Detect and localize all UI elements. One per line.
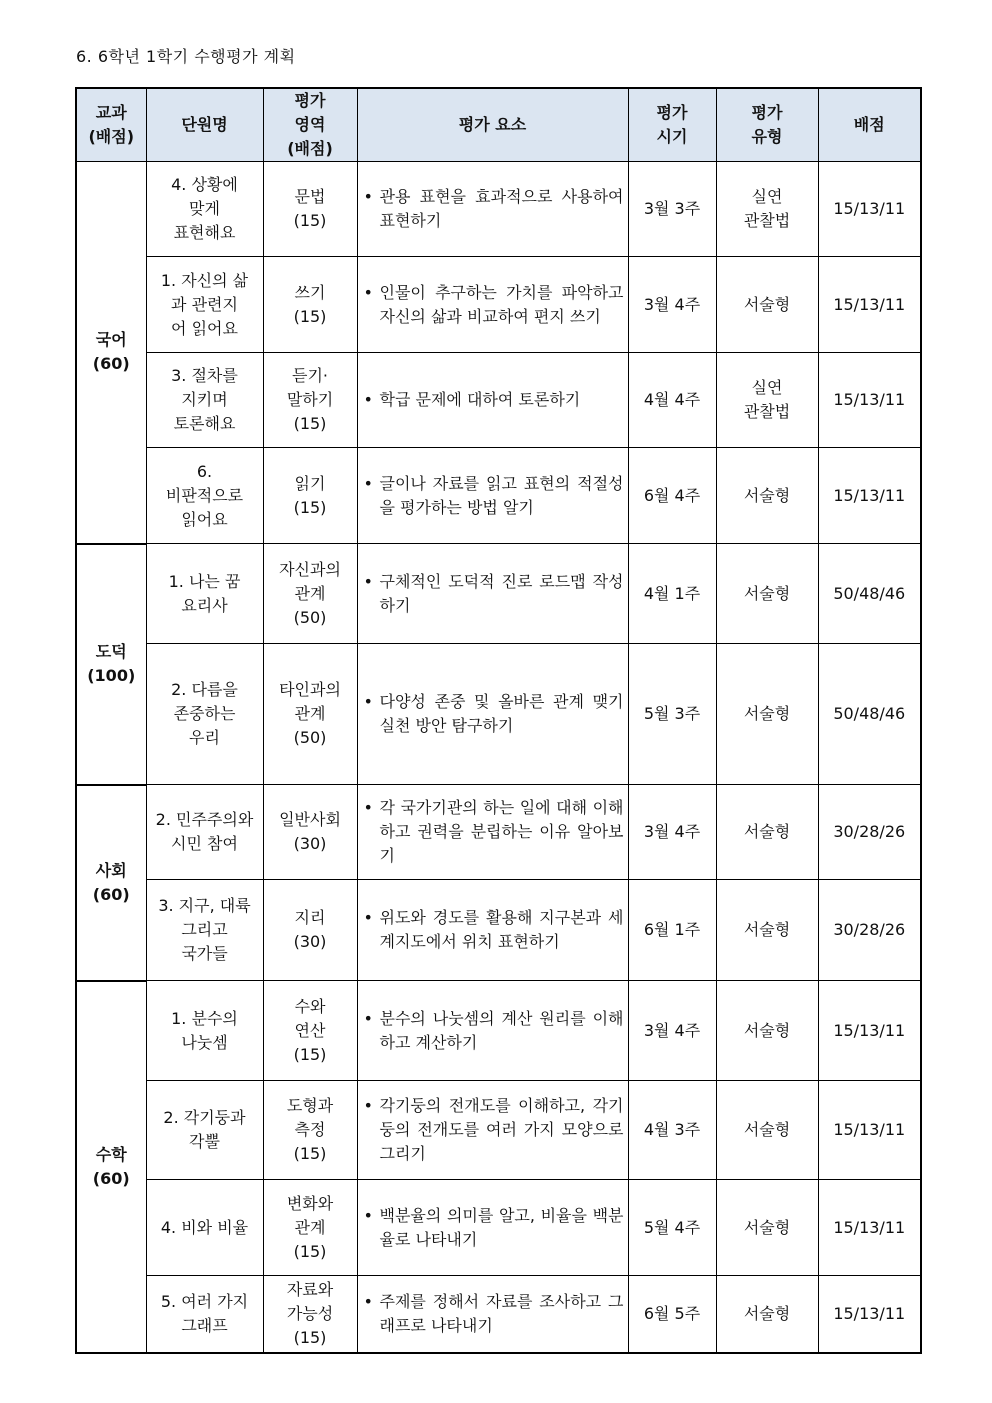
- element-text: 각 국가기관의 하는 일에 대해 이해하고 권력을 분립하는 이유 알아보기: [379, 798, 624, 865]
- element-cell: [357, 353, 628, 448]
- table-row: [76, 1081, 921, 1180]
- table-row: [76, 162, 921, 257]
- element-text: 글이나 자료를 읽고 표현의 적절성을 평가하는 방법 알기: [379, 473, 624, 517]
- type-cell: 실연 관찰법: [716, 162, 818, 257]
- period-cell: 4월 1주: [628, 544, 716, 644]
- period-cell: 5월 3주: [628, 644, 716, 785]
- score-cell: 15/13/11: [818, 257, 921, 353]
- type-cell: 서술형: [716, 1081, 818, 1180]
- element-cell: [357, 448, 628, 544]
- element-text: 위도와 경도를 활용해 지구본과 세계지도에서 위치 표현하기: [379, 908, 624, 951]
- element-text: 구체적인 도덕적 진로 로드맵 작성하기: [379, 571, 624, 615]
- header-period: 평가 시기: [628, 88, 716, 162]
- element-content: [364, 906, 624, 954]
- bullet-icon: •: [363, 282, 373, 302]
- score-cell: 50/48/46: [818, 644, 921, 785]
- element-content: [364, 281, 624, 329]
- bullet-icon: •: [363, 571, 373, 591]
- area-cell: 지리 (30): [263, 880, 357, 981]
- score-cell: 15/13/11: [818, 162, 921, 257]
- type-cell: 서술형: [716, 880, 818, 981]
- subject-cell: 국어 (60): [76, 162, 146, 544]
- element-text: 인물이 추구하는 가치를 파악하고 자신의 삶과 비교하여 편지 쓰기: [379, 282, 624, 326]
- unit-cell: 2. 다름을 존중하는 우리: [146, 644, 263, 785]
- period-cell: 6월 1주: [628, 880, 716, 981]
- score-cell: 15/13/11: [818, 1180, 921, 1276]
- element-content: [364, 690, 624, 738]
- type-cell: 서술형: [716, 448, 818, 544]
- subject-cell: 수학 (60): [76, 981, 146, 1353]
- element-content: [364, 1290, 624, 1338]
- table-row: [76, 448, 921, 544]
- bullet-icon: •: [363, 798, 373, 817]
- element-cell: [357, 162, 628, 257]
- table-row: [76, 353, 921, 448]
- unit-cell: 2. 민주주의와 시민 참여: [146, 785, 263, 880]
- unit-cell: 4. 상황에 맞게 표현해요: [146, 162, 263, 257]
- document-title: 6. 6학년 1학기 수행평가 계획: [76, 47, 296, 66]
- element-content: [364, 1204, 624, 1252]
- bullet-icon: •: [363, 1205, 373, 1225]
- bullet-icon: •: [363, 473, 373, 493]
- period-cell: 3월 4주: [628, 257, 716, 353]
- unit-cell: 3. 지구, 대륙 그리고 국가들: [146, 880, 263, 981]
- period-cell: 4월 3주: [628, 1081, 716, 1180]
- element-text: 다양성 존중 및 올바른 관계 맺기 실천 방안 탐구하기: [379, 692, 624, 735]
- element-cell: [357, 257, 628, 353]
- area-cell: 수와 연산 (15): [263, 981, 357, 1081]
- period-cell: 4월 4주: [628, 353, 716, 448]
- period-cell: 6월 4주: [628, 448, 716, 544]
- bullet-icon: •: [363, 1096, 373, 1115]
- subject-cell: 사회 (60): [76, 785, 146, 981]
- area-cell: 자신과의 관계 (50): [263, 544, 357, 644]
- table-row: [76, 644, 921, 785]
- table-row: [76, 785, 921, 880]
- area-cell: 도형과 측정 (15): [263, 1081, 357, 1180]
- element-cell: [357, 981, 628, 1081]
- header-type: 평가 유형: [716, 88, 818, 162]
- header-element: 평가 요소: [357, 88, 628, 162]
- period-cell: 3월 4주: [628, 785, 716, 880]
- header-subject: 교과 (배점): [76, 88, 146, 162]
- score-cell: 15/13/11: [818, 1276, 921, 1353]
- assessment-plan-table: [75, 87, 922, 1354]
- area-cell: 타인과의 관계 (50): [263, 644, 357, 785]
- period-cell: 3월 4주: [628, 981, 716, 1081]
- element-cell: [357, 1180, 628, 1276]
- unit-cell: 4. 비와 비율: [146, 1180, 263, 1276]
- element-cell: [357, 544, 628, 644]
- bullet-icon: •: [363, 1291, 373, 1311]
- period-cell: 5월 4주: [628, 1180, 716, 1276]
- element-content: [364, 796, 624, 868]
- element-text: 관용 표현을 효과적으로 사용하여 표현하기: [379, 187, 624, 230]
- element-text: 백분율의 의미를 알고, 비율을 백분율로 나타내기: [379, 1205, 624, 1249]
- subject-cell: 도덕 (100): [76, 544, 146, 785]
- period-cell: 6월 5주: [628, 1276, 716, 1353]
- element-content: [364, 388, 624, 412]
- element-text: 각기둥의 전개도를 이해하고, 각기둥의 전개도를 여러 가지 모양으로 그리기: [379, 1096, 624, 1163]
- table-row: [76, 544, 921, 644]
- type-cell: 서술형: [716, 644, 818, 785]
- area-cell: 읽기 (15): [263, 448, 357, 544]
- element-cell: [357, 1276, 628, 1353]
- header-unit: 단원명: [146, 88, 263, 162]
- table-body: [76, 162, 921, 1353]
- area-cell: 쓰기 (15): [263, 257, 357, 353]
- unit-cell: 1. 분수의 나눗셈: [146, 981, 263, 1081]
- header-row: [76, 88, 921, 162]
- header-score: 배점: [818, 88, 921, 162]
- element-content: [364, 472, 624, 520]
- bullet-icon: •: [363, 1008, 373, 1028]
- bullet-icon: •: [363, 390, 373, 409]
- element-text: 학급 문제에 대하여 토론하기: [379, 390, 581, 409]
- element-cell: [357, 1081, 628, 1180]
- type-cell: 서술형: [716, 785, 818, 880]
- type-cell: 서술형: [716, 1276, 818, 1353]
- unit-cell: 6. 비판적으로 읽어요: [146, 448, 263, 544]
- table-row: [76, 981, 921, 1081]
- score-cell: 50/48/46: [818, 544, 921, 644]
- type-cell: 서술형: [716, 981, 818, 1081]
- type-cell: 서술형: [716, 257, 818, 353]
- element-text: 주제를 정해서 자료를 조사하고 그래프로 나타내기: [379, 1291, 624, 1335]
- unit-cell: 2. 각기둥과 각뿔: [146, 1081, 263, 1180]
- element-cell: [357, 785, 628, 880]
- area-cell: 문법 (15): [263, 162, 357, 257]
- table-row: [76, 257, 921, 353]
- bullet-icon: •: [363, 692, 373, 711]
- period-cell: 3월 3주: [628, 162, 716, 257]
- table-row: [76, 1276, 921, 1353]
- unit-cell: 1. 자신의 삶 과 관련지 어 읽어요: [146, 257, 263, 353]
- score-cell: 15/13/11: [818, 353, 921, 448]
- element-text: 분수의 나눗셈의 계산 원리를 이해하고 계산하기: [379, 1008, 624, 1052]
- score-cell: 30/28/26: [818, 880, 921, 981]
- element-cell: [357, 644, 628, 785]
- table-row: [76, 1180, 921, 1276]
- score-cell: 15/13/11: [818, 448, 921, 544]
- bullet-icon: •: [363, 908, 373, 927]
- score-cell: 30/28/26: [818, 785, 921, 880]
- unit-cell: 5. 여러 가지 그래프: [146, 1276, 263, 1353]
- header-area: 평가 영역 (배점): [263, 88, 357, 162]
- type-cell: 실연 관찰법: [716, 353, 818, 448]
- score-cell: 15/13/11: [818, 1081, 921, 1180]
- element-content: [364, 570, 624, 618]
- area-cell: 듣기· 말하기 (15): [263, 353, 357, 448]
- element-content: [364, 1007, 624, 1055]
- table-row: [76, 880, 921, 981]
- area-cell: 일반사회 (30): [263, 785, 357, 880]
- unit-cell: 3. 절차를 지키며 토론해요: [146, 353, 263, 448]
- element-content: [364, 185, 624, 233]
- type-cell: 서술형: [716, 1180, 818, 1276]
- area-cell: 자료와 가능성 (15): [263, 1276, 357, 1353]
- area-cell: 변화와 관계 (15): [263, 1180, 357, 1276]
- element-content: [364, 1094, 624, 1166]
- element-cell: [357, 880, 628, 981]
- score-cell: 15/13/11: [818, 981, 921, 1081]
- unit-cell: 1. 나는 꿈 요리사: [146, 544, 263, 644]
- bullet-icon: •: [363, 187, 373, 206]
- type-cell: 서술형: [716, 544, 818, 644]
